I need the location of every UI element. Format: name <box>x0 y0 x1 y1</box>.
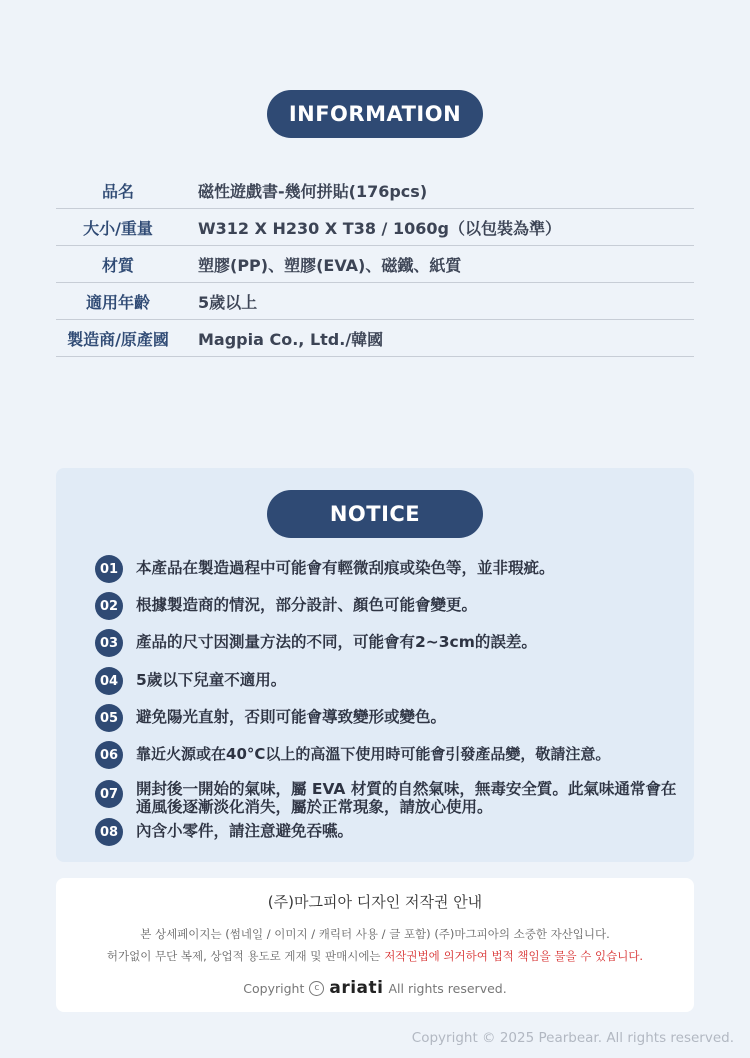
notice-text: 靠近火源或在40°C以上的高溫下使用時可能會引發產品變，敬請注意。 <box>136 745 611 763</box>
info-value: W312 X H230 X T38 / 1060g（以包裝為準） <box>198 218 561 238</box>
notice-item-08 <box>95 818 684 846</box>
notice-number-badge: 06 <box>95 741 123 769</box>
copyright-line-2 <box>56 948 694 964</box>
copyright-icon: c <box>309 981 324 996</box>
notice-text: 內含小零件，請注意避免吞嚥。 <box>136 822 354 840</box>
notice-number-badge: 07 <box>95 780 123 808</box>
notice-heading: NOTICE <box>267 490 483 538</box>
notice-text: 本產品在製造過程中可能會有輕微刮痕或染色等，並非瑕疵。 <box>136 559 555 577</box>
notice-item-01 <box>95 555 684 583</box>
info-value: Magpia Co., Ltd./韓國 <box>198 329 384 349</box>
notice-number-badge: 04 <box>95 667 123 695</box>
notice-item-04 <box>95 667 684 695</box>
information-heading: INFORMATION <box>267 90 483 138</box>
info-row-material <box>56 246 694 283</box>
notice-text: 根據製造商的情況，部分設計、顏色可能會變更。 <box>136 596 478 614</box>
notice-item-07 <box>95 780 684 816</box>
copyright-line-3 <box>56 978 694 998</box>
copyright-title: (주)마그피아 디자인 저작권 안내 <box>267 893 483 911</box>
notice-text: 5歲以下兒童不適用。 <box>136 671 287 689</box>
notice-number-badge: 01 <box>95 555 123 583</box>
info-row-name <box>56 172 694 209</box>
notice-item-06 <box>95 741 684 769</box>
notice-text: 產品的尺寸因測量方法的不同，可能會有2~3cm的誤差。 <box>136 633 537 651</box>
info-key: 適用年齡 <box>85 292 150 312</box>
info-key: 大小/重量 <box>83 218 153 238</box>
notice-number-badge: 02 <box>95 592 123 620</box>
footer-copyright: Copyright © 2025 Pearbear. All rights reserved. <box>411 1030 734 1046</box>
info-key: 材質 <box>101 255 134 275</box>
notice-item-03 <box>95 629 684 657</box>
info-value: 塑膠(PP)、塑膠(EVA)、磁鐵、紙質 <box>198 255 462 275</box>
brand-logo: ariati <box>329 978 384 998</box>
info-row-size-weight <box>56 209 694 246</box>
information-table <box>56 172 694 357</box>
copyright-line-2-normal: 허가없이 무단 복제, 상업적 용도로 게재 및 판매시에는 <box>106 949 385 963</box>
copyright-notice-panel <box>56 878 694 1012</box>
notice-item-05 <box>95 704 684 732</box>
notice-number-badge: 05 <box>95 704 123 732</box>
copyright-line-2-warning: 저작권법에 의거하여 법적 책임을 물을 수 있습니다. <box>384 949 644 963</box>
info-value: 5歲以上 <box>198 292 258 312</box>
info-row-manufacturer <box>56 320 694 357</box>
notice-item-02 <box>95 592 684 620</box>
info-key: 製造商/原產國 <box>67 329 169 349</box>
copyright-line-1: 본 상세페이지는 (썸네일 / 이미지 / 캐릭터 사용 / 글 포함) (주)마그피아의 소중한 자산입니다. <box>140 927 610 941</box>
info-row-age <box>56 283 694 320</box>
notice-text: 避免陽光直射，否則可能會導致變形或變色。 <box>136 708 447 726</box>
rights-text: All rights reserved. <box>388 980 507 996</box>
notice-number-badge: 03 <box>95 629 123 657</box>
notice-text: 開封後一開始的氣味，屬 EVA 材質的自然氣味，無毒安全質。此氣味通常會在通風後逐漸淡化消失，屬於正常現象，請放心使用。 <box>136 780 677 816</box>
copyright-label: Copyright <box>243 980 305 996</box>
notice-number-badge: 08 <box>95 818 123 846</box>
info-key: 品名 <box>101 181 134 201</box>
info-value: 磁性遊戲書-幾何拼貼(176pcs) <box>198 181 428 201</box>
